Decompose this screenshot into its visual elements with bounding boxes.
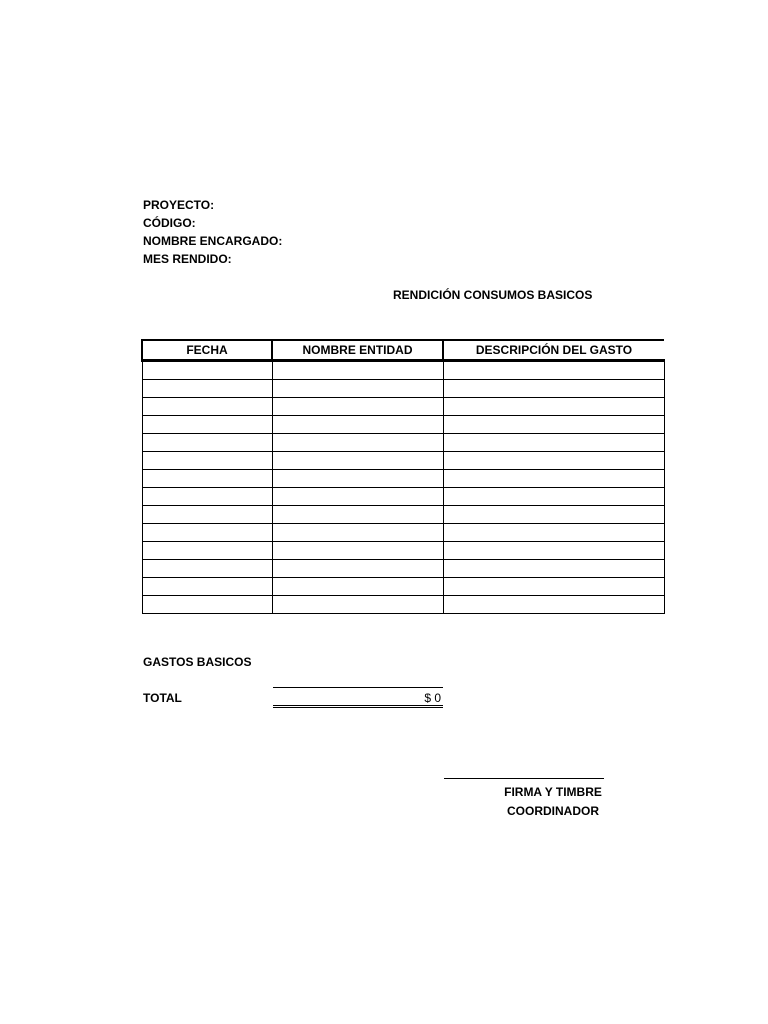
header-fields [143, 196, 282, 268]
column-header-descripcion: DESCRIPCIÓN DEL GASTO [443, 340, 664, 361]
table-cell[interactable] [272, 434, 443, 452]
table-body [142, 361, 664, 614]
total-top-rule [273, 687, 443, 688]
field-nombre-encargado-label: NOMBRE ENCARGADO: [143, 234, 283, 248]
table-cell[interactable] [272, 470, 443, 488]
table-row [142, 578, 664, 596]
table-cell[interactable] [443, 488, 664, 506]
table-row [142, 434, 664, 452]
report-title: RENDICIÓN CONSUMOS BASICOS [393, 288, 593, 302]
table-cell[interactable] [443, 596, 664, 614]
total-double-rule [273, 705, 443, 708]
table-cell[interactable] [272, 524, 443, 542]
signature-line [444, 778, 604, 779]
table-cell[interactable] [272, 596, 443, 614]
table-cell[interactable] [142, 470, 272, 488]
table-cell[interactable] [272, 488, 443, 506]
table-row [142, 506, 664, 524]
table-cell[interactable] [272, 542, 443, 560]
table-cell[interactable] [443, 434, 664, 452]
table-cell[interactable] [142, 452, 272, 470]
table-cell[interactable] [272, 506, 443, 524]
signature-label-firma: FIRMA Y TIMBRE [504, 785, 602, 799]
table-cell[interactable] [142, 524, 272, 542]
table-row [142, 361, 664, 380]
table-cell[interactable] [272, 398, 443, 416]
table-cell[interactable] [142, 542, 272, 560]
table-row [142, 560, 664, 578]
table-cell[interactable] [142, 416, 272, 434]
table-cell[interactable] [142, 361, 272, 380]
table-cell[interactable] [272, 560, 443, 578]
table-cell[interactable] [443, 506, 664, 524]
table-cell[interactable] [272, 361, 443, 380]
table-cell[interactable] [142, 506, 272, 524]
field-codigo-label: CÓDIGO: [143, 216, 196, 230]
table-cell[interactable] [443, 524, 664, 542]
table-row [142, 470, 664, 488]
signature-label-coordinador: COORDINADOR [507, 804, 599, 818]
expense-table [141, 339, 665, 614]
table-row [142, 524, 664, 542]
expense-table-container [141, 339, 663, 614]
table-cell[interactable] [142, 560, 272, 578]
table-row [142, 380, 664, 398]
field-proyecto-label: PROYECTO: [143, 198, 215, 212]
signature-block [444, 783, 662, 821]
table-cell[interactable] [272, 380, 443, 398]
total-label: TOTAL [143, 691, 182, 705]
table-cell[interactable] [142, 380, 272, 398]
gastos-basicos-label: GASTOS BASICOS [143, 655, 252, 669]
table-cell[interactable] [142, 578, 272, 596]
column-header-nombre-entidad: NOMBRE ENTIDAD [272, 340, 443, 361]
table-row [142, 488, 664, 506]
table-cell[interactable] [142, 434, 272, 452]
table-cell[interactable] [272, 452, 443, 470]
table-header-row [142, 340, 664, 361]
table-row [142, 398, 664, 416]
table-row [142, 452, 664, 470]
table-cell[interactable] [443, 470, 664, 488]
table-cell[interactable] [443, 542, 664, 560]
table-cell[interactable] [443, 380, 664, 398]
table-cell[interactable] [272, 416, 443, 434]
table-cell[interactable] [443, 361, 664, 380]
table-cell[interactable] [443, 560, 664, 578]
table-cell[interactable] [443, 398, 664, 416]
column-header-fecha: FECHA [142, 340, 272, 361]
table-cell[interactable] [142, 398, 272, 416]
table-cell[interactable] [443, 578, 664, 596]
table-cell[interactable] [443, 452, 664, 470]
table-row [142, 416, 664, 434]
field-mes-rendido-label: MES RENDIDO: [143, 252, 232, 266]
table-cell[interactable] [142, 596, 272, 614]
table-cell[interactable] [272, 578, 443, 596]
table-row [142, 596, 664, 614]
table-row [142, 542, 664, 560]
table-cell[interactable] [142, 488, 272, 506]
total-value: $ 0 [424, 691, 441, 705]
table-cell[interactable] [443, 416, 664, 434]
